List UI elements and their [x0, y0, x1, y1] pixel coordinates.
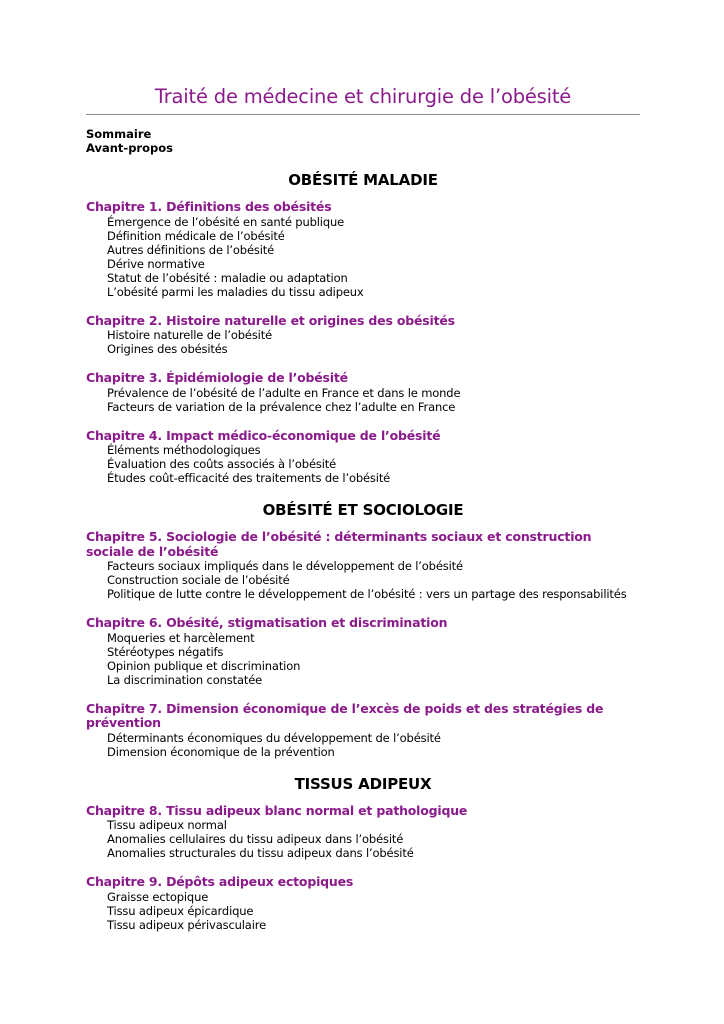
section-entry: Évaluation des coûts associés à l’obésité: [107, 457, 337, 471]
chapter-title: Chapitre 6. Obésité, stigmatisation et discrimination: [86, 615, 448, 630]
chapter-title: Chapitre 3. Épidémiologie de l’obésité: [86, 370, 348, 385]
document-page: [86, 84, 640, 947]
chapter-title: Chapitre 8. Tissu adipeux blanc normal et pathologique: [86, 802, 468, 818]
chapter-block: [86, 875, 640, 932]
chapter-block: [86, 314, 640, 357]
part-title: OBÉSITÉ MALADIE: [288, 171, 438, 189]
part-title: TISSUS ADIPEUX: [294, 774, 432, 793]
part-section: [86, 170, 640, 485]
section-entry: Tissu adipeux épicardique: [107, 903, 254, 918]
chapter-block: [86, 804, 640, 861]
chapter-block: [86, 530, 640, 601]
document-title: Traité de médecine et chirurgie de l’obésité: [154, 85, 572, 108]
section-entry: Facteurs de variation de la prévalence chez l’adulte en France: [107, 399, 456, 414]
section-entry: Histoire naturelle de l’obésité: [107, 328, 272, 342]
section-entry: Origines des obésités: [107, 342, 228, 356]
section-entry: Études coût-efficacité des traitements de l’obésité: [107, 471, 391, 485]
section-entry: Définition médicale de l’obésité: [107, 228, 285, 243]
section-entry: Anomalies structurales du tissu adipeux dans l’obésité: [107, 846, 414, 860]
section-entry: Émergence de l’obésité en santé publique: [107, 214, 345, 229]
chapter-title: Chapitre 9. Dépôts adipeux ectopiques: [86, 874, 354, 889]
front-item-sommaire: Sommaire: [86, 127, 152, 141]
chapter-block: [86, 371, 640, 414]
chapter-title: Chapitre 1. Définitions des obésités: [86, 199, 332, 214]
section-entry: Éléments méthodologiques: [107, 443, 261, 457]
section-entry: Déterminants économiques du développement de l’obésité: [107, 730, 441, 745]
section-entry: Dimension économique de la prévention: [107, 744, 335, 759]
section-entry: Moqueries et harcèlement: [107, 630, 255, 645]
part-section: [86, 774, 640, 932]
section-entry: Anomalies cellulaires du tissu adipeux dans l’obésité: [107, 832, 404, 846]
section-entry: La discrimination constatée: [107, 672, 263, 687]
table-of-contents: [86, 170, 640, 932]
chapter-title: Chapitre 7. Dimension économique de l’excès de poids et des stratégies de prévention: [86, 700, 604, 730]
section-entry: Facteurs sociaux impliqués dans le développement de l’obésité: [107, 559, 463, 573]
chapter-title: Chapitre 2. Histoire naturelle et origines des obésités: [86, 312, 455, 328]
section-entry: Prévalence de l’obésité de l’adulte en France et dans le monde: [107, 385, 461, 400]
part-title: OBÉSITÉ ET SOCIOLOGIE: [262, 501, 464, 519]
front-item-avant-propos: Avant-propos: [86, 141, 173, 155]
chapter-title: Chapitre 5. Sociologie de l’obésité : déterminants sociaux et construction sociale de l’obésité: [86, 529, 592, 559]
chapter-title: Chapitre 4. Impact médico-économique de l’obésité: [86, 427, 441, 443]
section-entry: Politique de lutte contre le développement de l’obésité : vers un partage des responsabilités: [107, 587, 627, 601]
section-entry: Dérive normative: [107, 256, 205, 271]
chapter-block: [86, 200, 640, 299]
section-entry: Tissu adipeux normal: [107, 818, 227, 832]
title-divider: [86, 114, 640, 115]
chapter-block: [86, 616, 640, 687]
section-entry: Stéréotypes négatifs: [107, 644, 224, 659]
section-entry: Construction sociale de l’obésité: [107, 573, 290, 587]
section-entry: Graisse ectopique: [107, 889, 209, 904]
section-entry: Tissu adipeux périvasculaire: [107, 917, 267, 932]
front-matter: [86, 127, 640, 155]
part-section: [86, 500, 640, 759]
section-entry: Autres définitions de l’obésité: [107, 242, 275, 257]
section-entry: Opinion publique et discrimination: [107, 658, 301, 673]
section-entry: Statut de l’obésité : maladie ou adaptation: [107, 270, 348, 285]
chapter-block: [86, 702, 640, 759]
section-entry: L’obésité parmi les maladies du tissu adipeux: [107, 284, 364, 299]
chapter-block: [86, 429, 640, 486]
